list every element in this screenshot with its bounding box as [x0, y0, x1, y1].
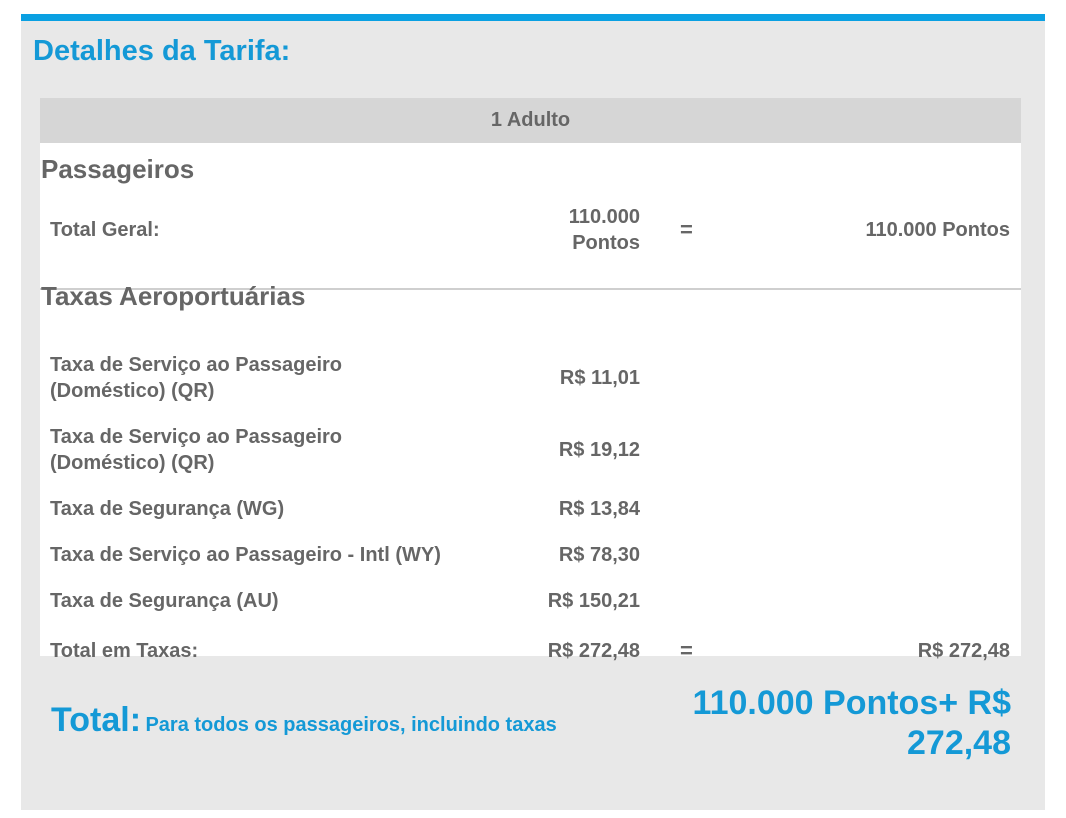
total-value [631, 683, 1011, 763]
passenger-count-header: 1 Adulto [40, 98, 1021, 143]
tax-label-line1: Taxa de Serviço ao Passageiro [50, 426, 343, 448]
total-sublabel: Para todos os passageiros, incluindo taxas [145, 714, 557, 736]
tax-amount: R$ 78,30 [558, 544, 640, 566]
tax-label [50, 424, 342, 476]
tax-label-line2: (Doméstico) (QR) [50, 452, 215, 474]
grand-total-label: Total Geral: [50, 219, 160, 241]
tax-label-line2: (Doméstico) (QR) [50, 380, 215, 402]
section-title-passengers: Passageiros [41, 154, 195, 184]
fare-details-panel [21, 14, 1045, 810]
panel-title: Detalhes da Tarifa: [33, 35, 291, 67]
tax-label [50, 352, 342, 404]
tax-total-result: R$ 272,48 [917, 640, 1010, 662]
grand-total-result: 110.000 Pontos [865, 219, 1010, 241]
tax-total-label: Total em Taxas: [50, 640, 199, 662]
equals-sign: = [680, 217, 693, 242]
tax-label: Taxa de Segurança (AU) [50, 590, 279, 612]
grand-total-amount-line2: Pontos [572, 232, 640, 254]
tax-amount: R$ 11,01 [559, 367, 640, 389]
grand-total-amount-line1: 110.000 [568, 206, 640, 228]
total-value-line2: 272,48 [907, 724, 1011, 762]
tax-label: Taxa de Serviço ao Passageiro - Intl (WY) [50, 544, 441, 566]
total-label: Total: [51, 701, 142, 739]
total-label-block [51, 701, 557, 740]
grand-total-amount [569, 204, 640, 256]
tax-label: Taxa de Segurança (WG) [50, 498, 285, 520]
equals-sign: = [680, 638, 693, 663]
tax-amount: R$ 19,12 [558, 439, 640, 461]
tax-label-line1: Taxa de Serviço ao Passageiro [50, 354, 343, 376]
section-title-airport-taxes: Taxas Aeroportuárias [41, 281, 306, 311]
tax-amount: R$ 13,84 [558, 498, 640, 520]
tax-amount: R$ 150,21 [547, 590, 640, 612]
tax-total-amount: R$ 272,48 [547, 640, 640, 662]
total-value-line1: 110.000 Pontos+ R$ [692, 684, 1011, 722]
fare-table [40, 98, 1021, 663]
